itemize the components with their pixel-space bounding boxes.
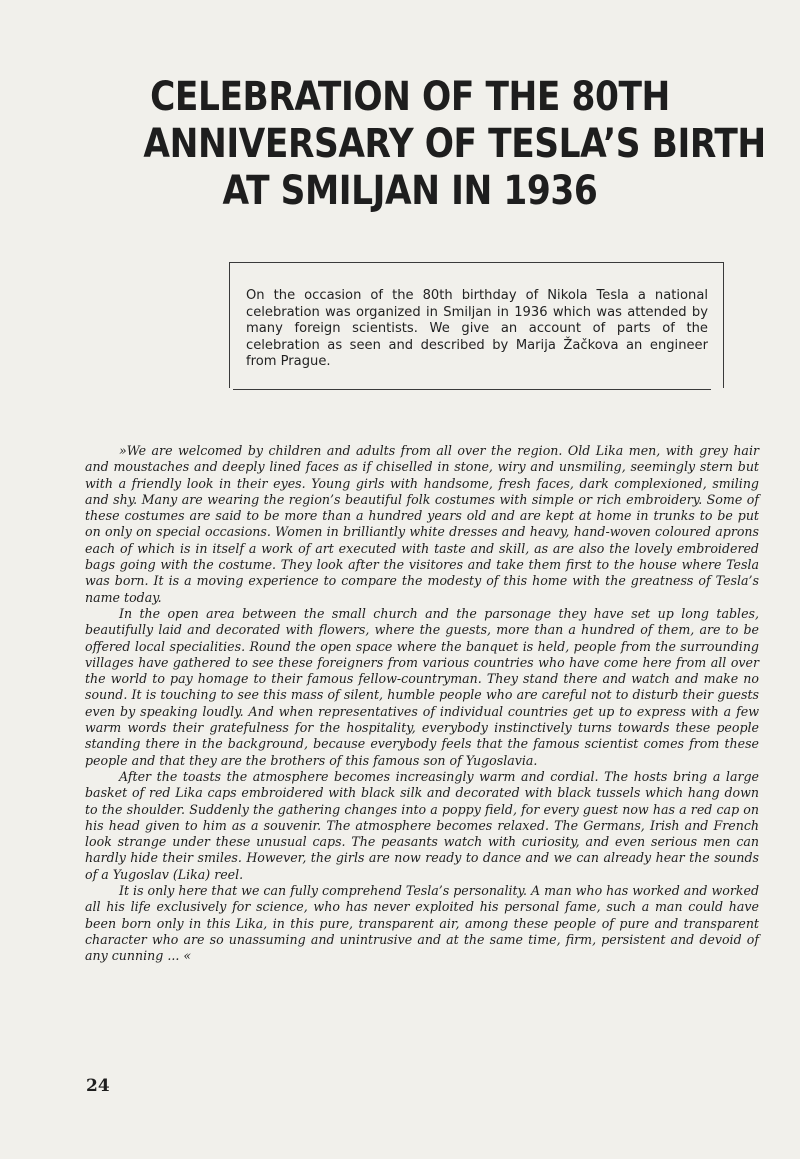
body-paragraph: It is only here that we can fully comprehend Tesla’s personality. A man who has worked and worked all his life exclusively for science, who has never exploited his personal fame, such a man could have been born only in this Lika, in this pure, transparent air, among these people of pure and transparent character who are so unassuming and unintrusive and at the same time, firm, persistent and devoid of any cunning ... « <box>85 883 759 964</box>
article-title <box>143 74 766 215</box>
abstract-text: On the occasion of the 80th birthday of Nikola Tesla a national celebration was organized in Smiljan in 1936 which was attended by many foreign scientists. We give an account of parts of the celebration as seen and described by Marija Žačkova an engineer from Prague. <box>246 288 708 369</box>
body-paragraph: After the toasts the atmosphere becomes increasingly warm and cordial. The hosts bring a large basket of red Lika caps embroidered with black silk and decorated with black tussels which hang down to the shoulder. Suddenly the gathering changes into a poppy field, for every guest now has a red cap on his head given to him as a souvenir. The atmosphere becomes relaxed. The Germans, Irish and French look strange under these unusual caps. The peasants watch with curiosity, and even serious men can hardly hide their smiles. However, the girls are now ready to dance and we can already hear the sounds of a Yugoslav (Lika) reel. <box>85 768 759 882</box>
body-paragraph: »We are welcomed by children and adults from all over the region. Old Lika men, with grey hair and moustaches and deeply lined faces as if chiselled in stone, wiry and unsmiling, seemingly stern but with a friendly look in their eyes. Young girls with handsome, fresh faces, dark complexioned, smiling and shy. Many are wearing the region’s beautiful folk costumes with simple or rich embroidery. Some of these costumes are said to be more than a hundred years old and are kept at home in trunks to be put on only on special occasions. Women in brilliantly white dresses and heavy, hand-woven coloured aprons each of which is in itself a work of art executed with taste and skill, as are also the lovely embroidered bags going with the costume. They look after the visitores and take them first to the house where Tesla was born. It is a moving experience to compare the modesty of this home with the greatness of Tesla’s name today. <box>85 443 759 605</box>
title-line: ANNIVERSARY OF TESLA’S BIRTH <box>143 121 766 167</box>
abstract-box <box>229 262 724 388</box>
title-line: AT SMILJAN IN 1936 <box>222 168 598 214</box>
title-line: CELEBRATION OF THE 80TH <box>150 74 670 120</box>
body-paragraph: In the open area between the small church and the parsonage they have set up long tables, beautifully laid and decorated with flowers, where the guests, more than a hundred of them, are to be offered local specialities. Round the open space where the banquet is held, people from the surrounding villages have gathered to see these foreigners from various countries who have come here from all over the world to pay homage to their famous fellow-countryman. They stand there and watch and make no sound. It is touching to see this mass of silent, humble people who are careful not to disturb their guests even by speaking loudly. And when representatives of individual countries get up to express with a few warm words their gratefulness for the hospitality, everybody instinctively turns towards these people standing there in the background, because everybody feels that the famous scientist comes from these people and that they are the brothers of this famous son of Yugoslavia. <box>85 605 759 768</box>
article-body <box>85 443 759 965</box>
page-number: 24 <box>86 1076 110 1096</box>
abstract-divider <box>233 389 711 390</box>
